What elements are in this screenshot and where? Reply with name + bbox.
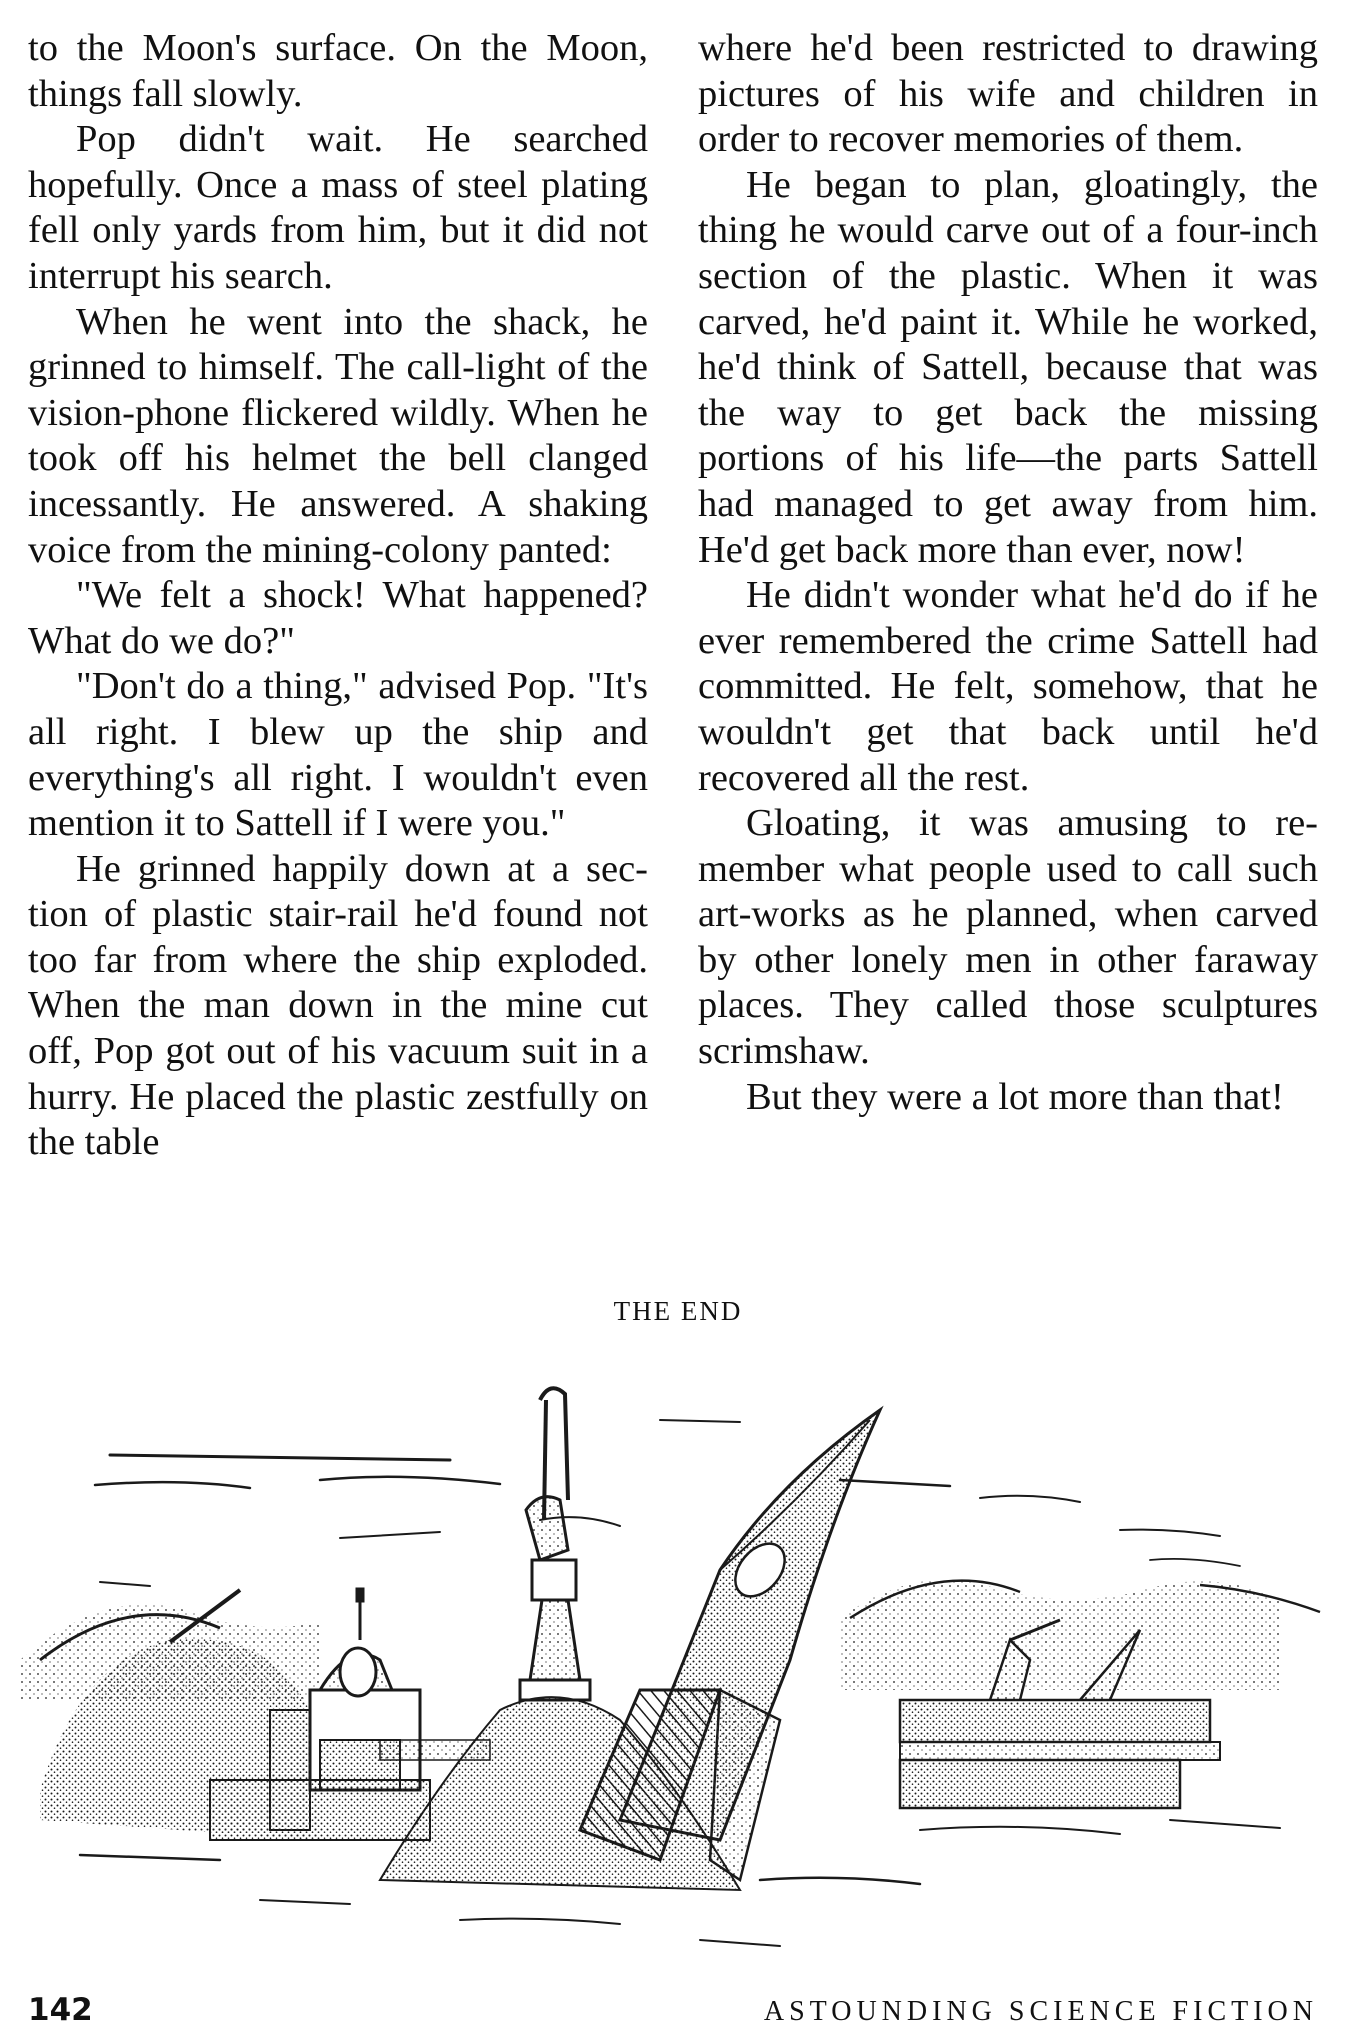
paragraph: where he'd been restricted to drawing pictures of his wife and children in order to recover memories of them.	[698, 27, 1318, 161]
stair-rail-tower	[520, 1388, 590, 1700]
page-footer	[28, 1992, 1318, 2028]
paragraph: He didn't wonder what he'd do if he ever remembered the crime Sattell had committed. He felt, somehow, that he wouldn't get that back until he'd recovered all the rest.	[698, 574, 1318, 799]
right-column	[698, 26, 1318, 1166]
text-columns	[28, 26, 1318, 1166]
paragraph: But they were a lot more than that!	[746, 1075, 1284, 1118]
paragraph: He began to plan, gloatingly, the thing he would carve out of a four-inch section of the plastic. When it was carved, he'd paint it. While he worked, he'd think of Sattell, because that was the way to get back the missing portions of his life—the parts Sattell had managed to get away from him. He'd get back more than ever, now!	[698, 163, 1318, 571]
paragraph: to the Moon's surface. On the Moon, things fall slowly.	[28, 27, 648, 115]
paragraph: Pop didn't wait. He searched hopefully. Once a mass of steel plating fell only yards from him, but it did not interrupt his search.	[28, 118, 648, 297]
end-marker: THE END	[613, 1296, 743, 1326]
horizon-strokes	[95, 1420, 1240, 1586]
paragraph: Gloating, it was amusing to remember what people used to call such art-works as he planned, when carved by other lonely men in other faraway places. They called those sculptures scrimshaw.	[698, 802, 1318, 1073]
paragraph: He grinned happily down at a section of plastic stair-rail he'd found not too far from where the ship exploded. When the man down in the mine cut off, Pop got out of his vacuum suit in a hurry. He placed the plastic zestfully on the table	[28, 847, 648, 1164]
left-column	[28, 26, 648, 1166]
lunar-landscape-rocket-illustration	[20, 1360, 1340, 2000]
page-number: 142	[28, 1992, 93, 2028]
paragraph: "We felt a shock! What happened? What do we do?"	[28, 574, 648, 662]
rocket-ship	[580, 1410, 880, 1880]
paragraph: "Don't do a thing," advised Pop. "It's all right. I blew up the ship and everything's all right. I wouldn't even mention it to Sattell if I were you."	[28, 665, 648, 845]
running-head: ASTOUNDING SCIENCE FICTION	[763, 1996, 1318, 2027]
paragraph: When he went into the shack, he grinned to himself. The call-light of the vision-phone flickered wildly. When he took off his helmet the bell clanged incessantly. He answered. A shaking voice from the mining-colony panted:	[28, 300, 648, 571]
